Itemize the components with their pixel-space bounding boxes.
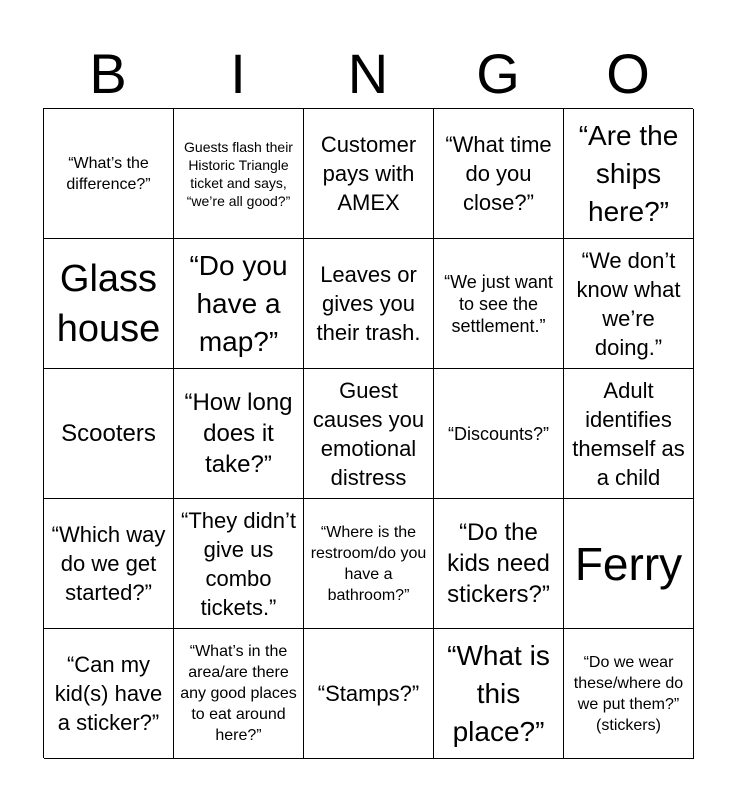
bingo-cell[interactable] [304, 109, 434, 239]
bingo-cell[interactable] [564, 499, 694, 629]
bingo-cell[interactable] [304, 239, 434, 369]
bingo-header [43, 40, 693, 108]
bingo-cell[interactable] [44, 369, 174, 499]
cell-text: “What’s in the area/are there any good places to eat around here?” [180, 643, 297, 744]
header-letter-n: N [347, 42, 389, 105]
bingo-cell[interactable] [434, 109, 564, 239]
bingo-cell[interactable] [434, 369, 564, 499]
cell-text: Adult identifies themself as a child [572, 377, 685, 490]
bingo-cell[interactable] [564, 109, 694, 239]
cell-text: “What’s the difference?” [66, 154, 151, 193]
bingo-cell[interactable] [174, 369, 304, 499]
cell-text: “Do we wear these/where do we put them?” (stickers) [573, 653, 684, 734]
bingo-cell[interactable] [564, 369, 694, 499]
bingo-cell[interactable] [44, 499, 174, 629]
cell-text: Glass house [56, 257, 161, 350]
header-letter-g: G [476, 42, 520, 105]
cell-text: “How long does it take?” [184, 389, 293, 478]
cell-text: “They didn’t give us combo tickets.” [181, 507, 296, 620]
bingo-cell[interactable] [174, 499, 304, 629]
cell-text: “What time do you close?” [445, 132, 552, 215]
cell-text: Scooters [61, 420, 156, 447]
cell-text: Guests flash their Historic Triangle ticket and says, “we’re all good?” [184, 138, 293, 209]
cell-text: “We don’t know what we’re doing.” [576, 247, 681, 360]
cell-text: “Where is the restroom/do you have a bathroom?” [310, 523, 427, 604]
header-letter-b: B [89, 42, 127, 105]
cell-text: “Do you have a map?” [189, 249, 288, 357]
bingo-cell[interactable] [434, 629, 564, 759]
bingo-cell[interactable] [174, 239, 304, 369]
bingo-cell[interactable] [44, 239, 174, 369]
header-letter-o: O [606, 42, 650, 105]
header-letter-i: I [230, 42, 246, 105]
cell-text: “Do the kids need stickers?” [447, 519, 550, 608]
bingo-cell[interactable] [304, 369, 434, 499]
bingo-cell[interactable] [434, 239, 564, 369]
bingo-board [43, 108, 693, 758]
cell-text: Ferry [574, 537, 683, 590]
cell-text: Leaves or gives you their trash. [316, 262, 421, 345]
cell-text: “Which way do we get started?” [51, 522, 166, 605]
cell-text: Guest causes you emotional distress [312, 377, 425, 490]
bingo-cell[interactable] [174, 629, 304, 759]
bingo-cell[interactable] [304, 629, 434, 759]
cell-text: “Discounts?” [447, 423, 550, 444]
bingo-cell[interactable] [44, 109, 174, 239]
cell-text: “What is this place?” [447, 639, 550, 747]
bingo-cell[interactable] [44, 629, 174, 759]
bingo-cell[interactable] [174, 109, 304, 239]
cell-text: “Stamps?” [317, 681, 420, 706]
bingo-cell[interactable] [564, 239, 694, 369]
bingo-cell[interactable] [564, 629, 694, 759]
cell-text: “Can my kid(s) have a sticker?” [54, 652, 163, 735]
cell-text: “We just want to see the settlement.” [444, 271, 553, 336]
cell-text: Customer pays with AMEX [320, 132, 417, 215]
bingo-cell[interactable] [304, 499, 434, 629]
bingo-cell[interactable] [434, 499, 564, 629]
cell-text: “Are the ships here?” [578, 119, 679, 227]
